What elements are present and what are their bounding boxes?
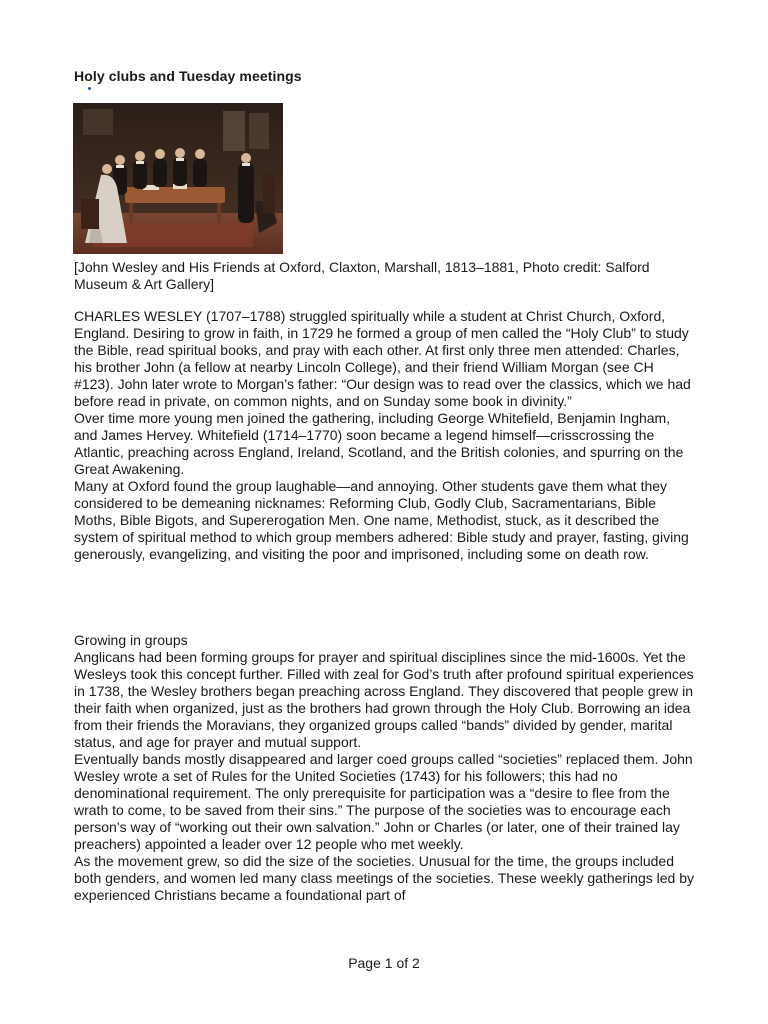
image-caption: [John Wesley and His Friends at Oxford, Claxton, Marshall, 1813–1881, Photo credit: Salford Museum & Art Gallery] [74, 259, 650, 292]
page-number: Page 1 of 2 [348, 955, 420, 971]
paragraph: CHARLES WESLEY (1707–1788) struggled spiritually while a student at Christ Church, Oxford, England. Desiring to grow in faith, in 1729 he formed a group of men called the “Holy Club” to study the Bible, read spiritual books, and pray with each other. At first only three men attended: Charles, his brother John (a fellow at nearby Lincoln College), and their friend William Morgan (see CH #123). John later wrote to Morgan’s father: “Our design was to read over the classics, which we had before read in private, on common nights, and on Sunday some book in divinity.” [74, 308, 691, 409]
article-body [74, 308, 694, 563]
section-heading: Growing in groups [74, 632, 188, 648]
painting-illustration [73, 103, 283, 254]
paragraph: Anglicans had been forming groups for prayer and spiritual disciplines since the mid-1600s. Yet the Wesleys took this concept further. Filled with zeal for God’s truth after profound spiritual experiences in 1738, the Wesley brothers began preaching across England. They discovered that people grew in their faith when organized, just as the brothers had grown through the Holy Club. Borrowing an idea from their friends the Moravians, they organized groups called “bands” divided by gender, marital status, and age for prayer and mutual support. [74, 649, 694, 750]
section-growing-in-groups [74, 632, 694, 904]
page-title: Holy clubs and Tuesday meetings [74, 68, 302, 84]
paragraph: As the movement grew, so did the size of the societies. Unusual for the time, the groups included both genders, and women led many class meetings of the societies. These weekly gatherings led by experienced Christians became a foundational part of [74, 853, 694, 903]
paragraph: Over time more young men joined the gathering, including George Whitefield, Benjamin Ingham, and James Hervey. Whitefield (1714–1770) soon became a legend himself—crisscrossing the Atlantic, preaching across England, Ireland, Scotland, and the British colonies, and spurring on the Great Awakening. [74, 410, 684, 477]
paragraph: Eventually bands mostly disappeared and larger coed groups called “societies” replaced them. John Wesley wrote a set of Rules for the United Societies (1743) for his followers; this had no denominational requirement. The only prerequisite for participation was a “desire to flee from the wrath to come, to be saved from their sins.” The purpose of the societies was to encourage each person’s way of “working out their own salvation.” John or Charles (or later, one of their trained lay preachers) appointed a leader over 12 people who met weekly. [74, 751, 693, 852]
bullet-dot [88, 87, 91, 90]
paragraph: Many at Oxford found the group laughable—and annoying. Other students gave them what they considered to be demeaning nicknames: Reforming Club, Godly Club, Sacramentarians, Bible Moths, Bible Bigots, and Supererogation Men. One name, Methodist, stuck, as it described the system of spiritual method to which group members adhered: Bible study and prayer, fasting, giving generously, evangelizing, and visiting the poor and imprisoned, including some on death row. [74, 478, 689, 562]
